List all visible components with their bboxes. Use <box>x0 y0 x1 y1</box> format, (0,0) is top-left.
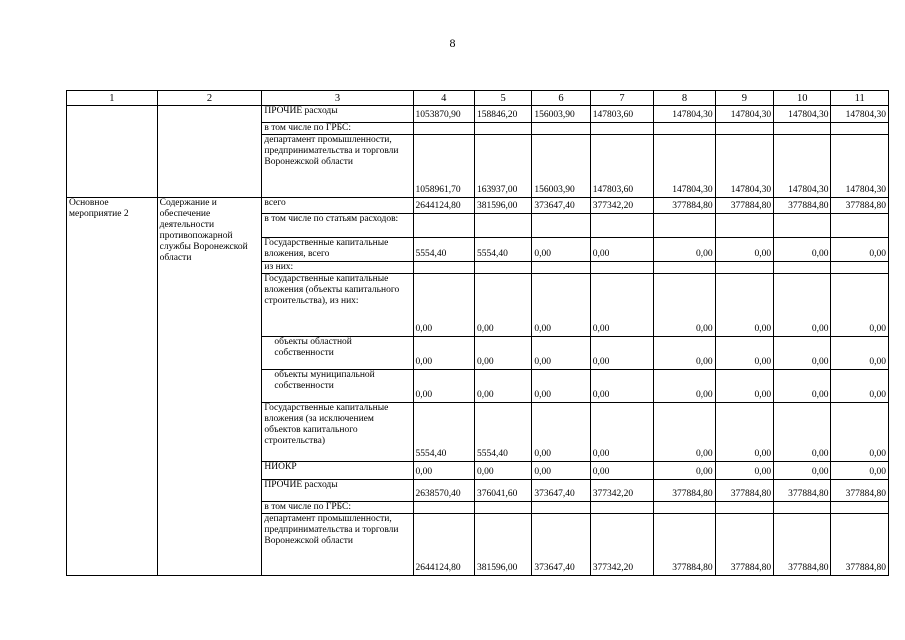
value-cell: 0,00 <box>590 462 653 480</box>
value-cell: 0,00 <box>831 337 889 370</box>
value-cell: 147803,60 <box>590 135 653 198</box>
row-label: Государственные капитальные вложения (за исключением объектов капитального строительства) <box>262 403 413 462</box>
value-cell: 147804,30 <box>831 106 889 123</box>
value-cell <box>413 262 474 274</box>
value-cell <box>590 123 653 135</box>
value-cell: 377342,20 <box>590 514 653 576</box>
value-cell <box>474 262 531 274</box>
value-cell: 0,00 <box>831 370 889 403</box>
value-cell: 0,00 <box>413 462 474 480</box>
value-cell <box>532 262 590 274</box>
column-header: 9 <box>715 91 773 106</box>
value-cell <box>774 214 831 238</box>
value-cell: 377884,80 <box>654 514 715 576</box>
value-cell: 0,00 <box>532 403 590 462</box>
value-cell: 1053870,90 <box>413 106 474 123</box>
value-cell <box>831 502 889 514</box>
value-cell: 5554,40 <box>474 403 531 462</box>
value-cell <box>590 502 653 514</box>
value-cell <box>532 123 590 135</box>
value-cell: 0,00 <box>474 274 531 337</box>
row-label: всего <box>262 198 413 214</box>
value-cell: 158846,20 <box>474 106 531 123</box>
value-cell: 373647,40 <box>532 480 590 502</box>
row-label: из них: <box>262 262 413 274</box>
value-cell <box>774 262 831 274</box>
value-cell: 0,00 <box>413 337 474 370</box>
value-cell: 0,00 <box>532 274 590 337</box>
row-label: в том числе по статьям расходов: <box>262 214 413 238</box>
value-cell: 147804,30 <box>715 135 773 198</box>
value-cell: 0,00 <box>715 274 773 337</box>
value-cell <box>654 502 715 514</box>
value-cell: 0,00 <box>532 462 590 480</box>
activity-name: Основное мероприятие 2 <box>67 198 158 576</box>
row-label: объекты муниципальной собственности <box>262 370 413 403</box>
value-cell: 0,00 <box>413 370 474 403</box>
value-cell <box>474 123 531 135</box>
value-cell: 2638570,40 <box>413 480 474 502</box>
value-cell <box>774 123 831 135</box>
value-cell: 0,00 <box>774 337 831 370</box>
page-number: 8 <box>449 36 456 50</box>
value-cell: 0,00 <box>590 370 653 403</box>
value-cell <box>474 502 531 514</box>
value-cell: 377342,20 <box>590 198 653 214</box>
row-label: ПРОЧИЕ расходы <box>262 480 413 502</box>
value-cell: 0,00 <box>654 403 715 462</box>
value-cell: 0,00 <box>774 238 831 262</box>
value-cell: 0,00 <box>474 370 531 403</box>
value-cell: 147804,30 <box>654 135 715 198</box>
value-cell <box>654 214 715 238</box>
table-row <box>67 106 889 123</box>
value-cell: 0,00 <box>715 403 773 462</box>
value-cell: 0,00 <box>831 274 889 337</box>
value-cell: 0,00 <box>774 274 831 337</box>
value-cell: 377884,80 <box>654 198 715 214</box>
value-cell: 147804,30 <box>715 106 773 123</box>
value-cell: 0,00 <box>774 462 831 480</box>
row-label: Государственные капитальные вложения, всего <box>262 238 413 262</box>
value-cell: 147804,30 <box>774 135 831 198</box>
column-header: 8 <box>654 91 715 106</box>
value-cell: 377884,80 <box>715 480 773 502</box>
value-cell: 377884,80 <box>654 480 715 502</box>
value-cell: 0,00 <box>413 274 474 337</box>
value-cell: 376041,60 <box>474 480 531 502</box>
value-cell: 5554,40 <box>413 238 474 262</box>
row-label: в том числе по ГРБС: <box>262 123 413 135</box>
value-cell: 0,00 <box>532 238 590 262</box>
value-cell: 0,00 <box>654 238 715 262</box>
value-cell: 0,00 <box>831 403 889 462</box>
row-label: департамент промышленности, предпринимательства и торговли Воронежской области <box>262 135 413 198</box>
column-header: 3 <box>262 91 413 106</box>
column-header: 1 <box>67 91 158 106</box>
column-header: 6 <box>532 91 590 106</box>
value-cell <box>532 214 590 238</box>
value-cell <box>413 502 474 514</box>
table-row <box>67 198 889 214</box>
value-cell <box>413 214 474 238</box>
budget-table <box>66 90 889 576</box>
column-header: 5 <box>474 91 531 106</box>
value-cell: 0,00 <box>590 274 653 337</box>
value-cell <box>831 214 889 238</box>
value-cell: 0,00 <box>715 337 773 370</box>
column-header: 2 <box>157 91 262 106</box>
value-cell: 0,00 <box>532 370 590 403</box>
value-cell: 0,00 <box>474 462 531 480</box>
value-cell <box>413 123 474 135</box>
row-label: ПРОЧИЕ расходы <box>262 106 413 123</box>
value-cell: 147804,30 <box>831 135 889 198</box>
value-cell: 373647,40 <box>532 514 590 576</box>
value-cell: 0,00 <box>715 370 773 403</box>
value-cell: 377884,80 <box>715 514 773 576</box>
value-cell: 0,00 <box>654 274 715 337</box>
value-cell: 377884,80 <box>831 480 889 502</box>
value-cell: 377884,80 <box>831 514 889 576</box>
value-cell <box>590 214 653 238</box>
row-label: Государственные капитальные вложения (объекты капитального строительства), из них: <box>262 274 413 337</box>
value-cell: 163937,00 <box>474 135 531 198</box>
value-cell: 0,00 <box>590 337 653 370</box>
column-header: 7 <box>590 91 653 106</box>
value-cell: 2644124,80 <box>413 514 474 576</box>
value-cell: 5554,40 <box>413 403 474 462</box>
value-cell: 0,00 <box>831 462 889 480</box>
value-cell: 0,00 <box>654 462 715 480</box>
value-cell: 147804,30 <box>774 106 831 123</box>
row-label: департамент промышленности, предпринимательства и торговли Воронежской области <box>262 514 413 576</box>
value-cell <box>715 502 773 514</box>
value-cell: 0,00 <box>774 370 831 403</box>
row-label: объекты областной собственности <box>262 337 413 370</box>
value-cell: 377884,80 <box>774 480 831 502</box>
value-cell: 0,00 <box>715 238 773 262</box>
value-cell <box>831 123 889 135</box>
value-cell: 147804,30 <box>654 106 715 123</box>
header-row <box>67 91 889 106</box>
value-cell <box>532 502 590 514</box>
value-cell: 0,00 <box>715 462 773 480</box>
value-cell: 0,00 <box>654 337 715 370</box>
value-cell: 0,00 <box>532 337 590 370</box>
value-cell: 156003,90 <box>532 106 590 123</box>
value-cell: 2644124,80 <box>413 198 474 214</box>
value-cell <box>715 123 773 135</box>
activity-description: Содержание и обеспечение деятельности противопожарной службы Воронежской области <box>157 198 262 576</box>
value-cell: 381596,00 <box>474 198 531 214</box>
value-cell <box>774 502 831 514</box>
empty-cell <box>157 106 262 198</box>
value-cell: 1058961,70 <box>413 135 474 198</box>
column-header: 10 <box>774 91 831 106</box>
value-cell: 377884,80 <box>715 198 773 214</box>
value-cell: 377884,80 <box>774 198 831 214</box>
value-cell <box>590 262 653 274</box>
value-cell: 377342,20 <box>590 480 653 502</box>
column-header: 11 <box>831 91 889 106</box>
value-cell: 0,00 <box>654 370 715 403</box>
value-cell: 373647,40 <box>532 198 590 214</box>
value-cell <box>715 262 773 274</box>
value-cell: 0,00 <box>774 403 831 462</box>
value-cell: 0,00 <box>590 403 653 462</box>
value-cell <box>715 214 773 238</box>
value-cell: 377884,80 <box>774 514 831 576</box>
row-label: НИОКР <box>262 462 413 480</box>
value-cell: 0,00 <box>590 238 653 262</box>
value-cell: 0,00 <box>474 337 531 370</box>
value-cell <box>654 123 715 135</box>
value-cell: 5554,40 <box>474 238 531 262</box>
value-cell: 156003,90 <box>532 135 590 198</box>
value-cell <box>654 262 715 274</box>
value-cell: 147803,60 <box>590 106 653 123</box>
value-cell: 377884,80 <box>831 198 889 214</box>
value-cell: 381596,00 <box>474 514 531 576</box>
empty-cell <box>67 106 158 198</box>
row-label: в том числе по ГРБС: <box>262 502 413 514</box>
value-cell <box>474 214 531 238</box>
value-cell: 0,00 <box>831 238 889 262</box>
column-header: 4 <box>413 91 474 106</box>
value-cell <box>831 262 889 274</box>
